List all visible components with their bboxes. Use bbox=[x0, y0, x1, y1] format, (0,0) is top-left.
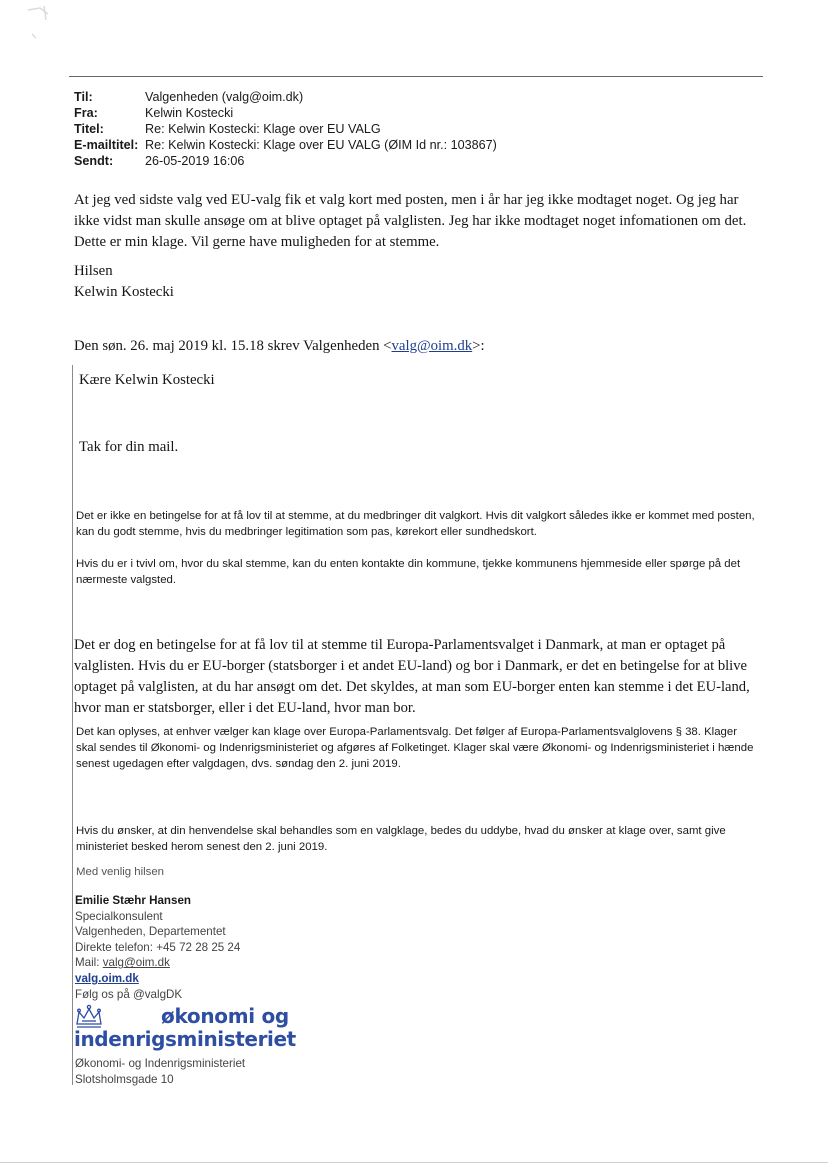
header-row-title bbox=[74, 121, 497, 137]
signer-phone: Direkte telefon: +45 72 28 25 24 bbox=[75, 940, 241, 954]
mail-label: Mail: bbox=[75, 956, 103, 970]
sign-off: Med venlig hilsen bbox=[76, 866, 165, 878]
header-value: 26-05-2019 16:06 bbox=[145, 154, 245, 168]
header-row-sent bbox=[74, 153, 497, 169]
page-bottom-edge bbox=[0, 1162, 828, 1163]
reply-greeting-block bbox=[74, 261, 174, 303]
signature-block bbox=[75, 893, 240, 1002]
quote-intro-prefix: Den søn. 26. maj 2019 kl. 15.18 skrev Valgenheden < bbox=[74, 338, 392, 354]
quote-bar bbox=[72, 365, 73, 1085]
header-key: Fra: bbox=[74, 106, 98, 120]
logo-text-line1: økonomi og bbox=[161, 1004, 289, 1028]
scan-artifact-icon bbox=[26, 4, 60, 44]
logo-text-line2: indenrigsministeriet bbox=[74, 1027, 296, 1051]
signer-title: Specialkonsulent bbox=[75, 909, 163, 923]
header-divider bbox=[69, 76, 763, 77]
header-value: Kelwin Kostecki bbox=[145, 106, 234, 120]
header-value: Valgenheden (valg@oim.dk) bbox=[145, 90, 304, 104]
quoted-paragraph-valgkort: Det er ikke en betingelse for at få lov til at stemme, at du medbringer dit valgkort. Hvis dit valgkort således ikke er kommet med posten, kan du godt stemme, hvis du medbringer legitimation som pas, kørekort eller sundhedskort. bbox=[76, 510, 755, 538]
ministry-address bbox=[75, 1056, 245, 1087]
quoted-paragraph-valgsted: Hvis du er i tvivl om, hvor du skal stemme, kan du enten kontakte din kommune, tjekke kommunens hjemmeside eller spørge på det nærmeste valgsted. bbox=[76, 558, 741, 586]
signer-name: Emilie Stæhr Hansen bbox=[75, 894, 191, 907]
header-row-from bbox=[74, 105, 497, 121]
header-row-email-title bbox=[74, 137, 497, 153]
quote-intro-suffix: >: bbox=[472, 338, 485, 354]
signer-mail-row bbox=[75, 955, 240, 971]
header-value: Re: Kelwin Kostecki: Klage over EU VALG bbox=[145, 122, 381, 136]
email-header bbox=[74, 89, 497, 169]
header-key: Sendt: bbox=[74, 154, 114, 168]
header-row-to bbox=[74, 89, 497, 105]
quoted-thanks: Tak for din mail. bbox=[79, 439, 179, 455]
address-street: Slotsholmsgade 10 bbox=[75, 1072, 174, 1086]
ministry-logo bbox=[74, 1004, 304, 1052]
header-key: E-mailtitel: bbox=[74, 138, 139, 152]
reply-greeting: Hilsen bbox=[74, 263, 113, 279]
quoted-paragraph-klage: Det kan oplyses, at enhver vælger kan klage over Europa-Parlamentsvalg. Det følger af Europa-Parlamentsvalglovens § 38. Klager skal sendes til Økonomi- og Indenrigsministeriet og afgøres af Folketinget. Klager skal være Økonomi- og Indenrigsministeriet i hænde senest ugedagen efter valgdagen, dvs. søndag den 2. juni 2019. bbox=[76, 726, 754, 770]
quoted-paragraph-uddybe: Hvis du ønsker, at din henvendelse skal behandles som en valgklage, bedes du uddybe, hvad du ønsker at klage over, samt give ministeriet besked herom senest den 2. juni 2019. bbox=[76, 825, 726, 853]
quoted-paragraph-valgliste: Det er dog en betingelse for at få lov til at stemme til Europa-Parlamentsvalget i Danmark, at man er optaget på valglisten. Hvis du er EU-borger (statsborger i et andet EU-land) og bor i Danmark, er det en betingelse for at blive optaget på valglisten, at du har ansøgt om det. Det skyldes, at man som EU-borger enten kan stemme i det EU-land, hvor man er statsborger, eller i det EU-land, hvor man bor. bbox=[74, 637, 750, 716]
complaint-body: At jeg ved sidste valg ved EU-valg fik et valg kort med posten, men i år har jeg ikke modtaget noget. Og jeg har ikke vidst man skulle ansøge om at blive optaget på valglisten. Jeg har ikke modtaget noget infomationen om det. Dette er min klage. Vil gerne have muligheden for at stemme. bbox=[74, 192, 747, 250]
header-key: Titel: bbox=[74, 122, 104, 136]
follow-us: Følg os på @valgDK bbox=[75, 987, 183, 1001]
reply-signature: Kelwin Kostecki bbox=[74, 284, 174, 300]
website-link[interactable]: valg.oim.dk bbox=[75, 971, 139, 985]
header-value: Re: Kelwin Kostecki: Klage over EU VALG (ØIM Id nr.: 103867) bbox=[145, 138, 497, 152]
header-key: Til: bbox=[74, 90, 93, 104]
quote-intro bbox=[74, 336, 485, 357]
signer-department: Valgenheden, Departementet bbox=[75, 925, 226, 939]
quote-intro-email-link[interactable]: valg@oim.dk bbox=[391, 338, 473, 354]
quoted-salutation: Kære Kelwin Kostecki bbox=[79, 372, 215, 388]
address-org: Økonomi- og Indenrigsministeriet bbox=[75, 1057, 246, 1070]
mail-link[interactable]: valg@oim.dk bbox=[102, 956, 170, 970]
